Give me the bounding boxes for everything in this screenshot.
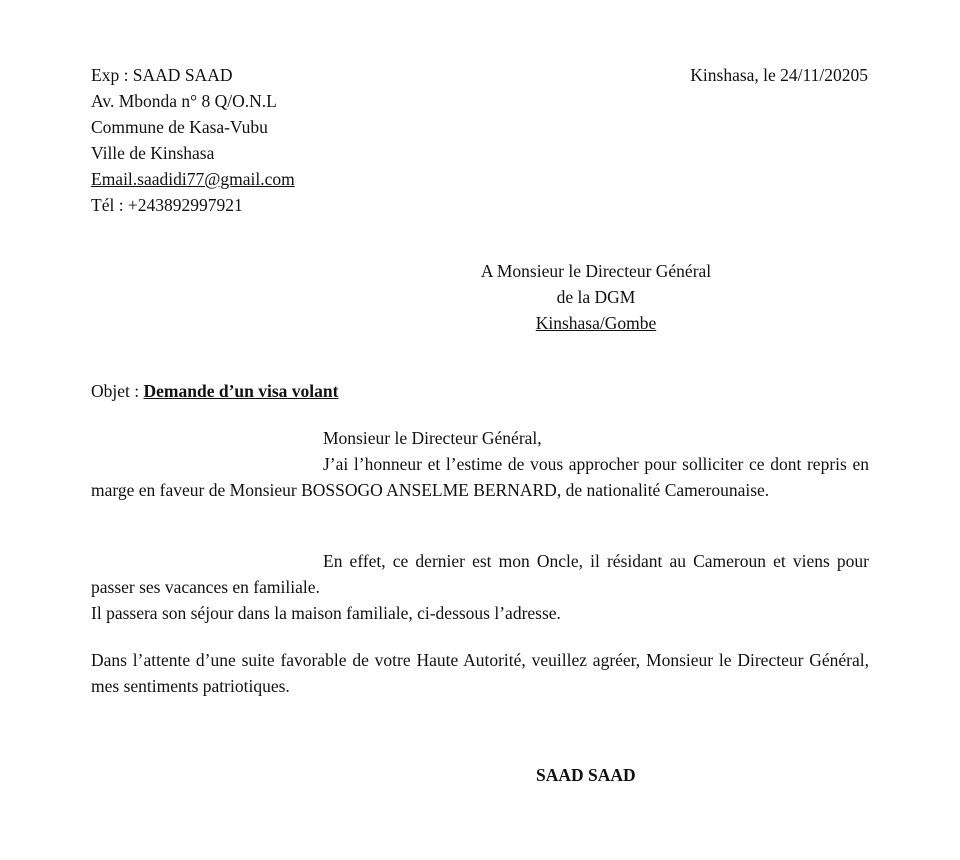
body-paragraph-3: Il passera son séjour dans la maison familiale, ci-dessous l’adresse. xyxy=(91,603,561,623)
recipient-organization: de la DGM xyxy=(556,287,636,307)
place-date: Kinshasa, le 24/11/20205 xyxy=(690,65,868,85)
recipient-location: Kinshasa/Gombe xyxy=(535,313,657,333)
sender-email: Email.saadidi77@gmail.com xyxy=(91,169,295,189)
recipient-title: A Monsieur le Directeur Général xyxy=(480,261,712,281)
recipient-block xyxy=(440,258,752,336)
subject-text: Demande d’un visa volant xyxy=(143,381,339,401)
sender-phone: Tél : +243892997921 xyxy=(91,195,243,215)
closing-paragraph: Dans l’attente d’une suite favorable de votre Haute Autorité, veuillez agréer, Monsieur le Directeur Général, mes sentiments patriotiques. xyxy=(91,650,869,696)
body-paragraph-1: J’ai l’honneur et l’estime de vous approcher pour solliciter ce dont repris en marge en faveur de Monsieur BOSSOGO ANSELME BERNARD, de nationalité Camerounaise. xyxy=(91,454,869,500)
sender-street: Av. Mbonda n° 8 Q/O.N.L xyxy=(91,91,277,111)
signature: SAAD SAAD xyxy=(536,765,636,785)
salutation: Monsieur le Directeur Général, xyxy=(323,428,542,448)
subject-label: Objet : xyxy=(91,381,144,401)
body-paragraph-2: En effet, ce dernier est mon Oncle, il résidant au Cameroun et viens pour passer ses vacances en familiale. xyxy=(91,551,869,597)
sender-commune: Commune de Kasa-Vubu xyxy=(91,117,268,137)
sender-city: Ville de Kinshasa xyxy=(91,143,215,163)
subject-line xyxy=(91,378,338,404)
sender-name: Exp : SAAD SAAD xyxy=(91,65,233,85)
